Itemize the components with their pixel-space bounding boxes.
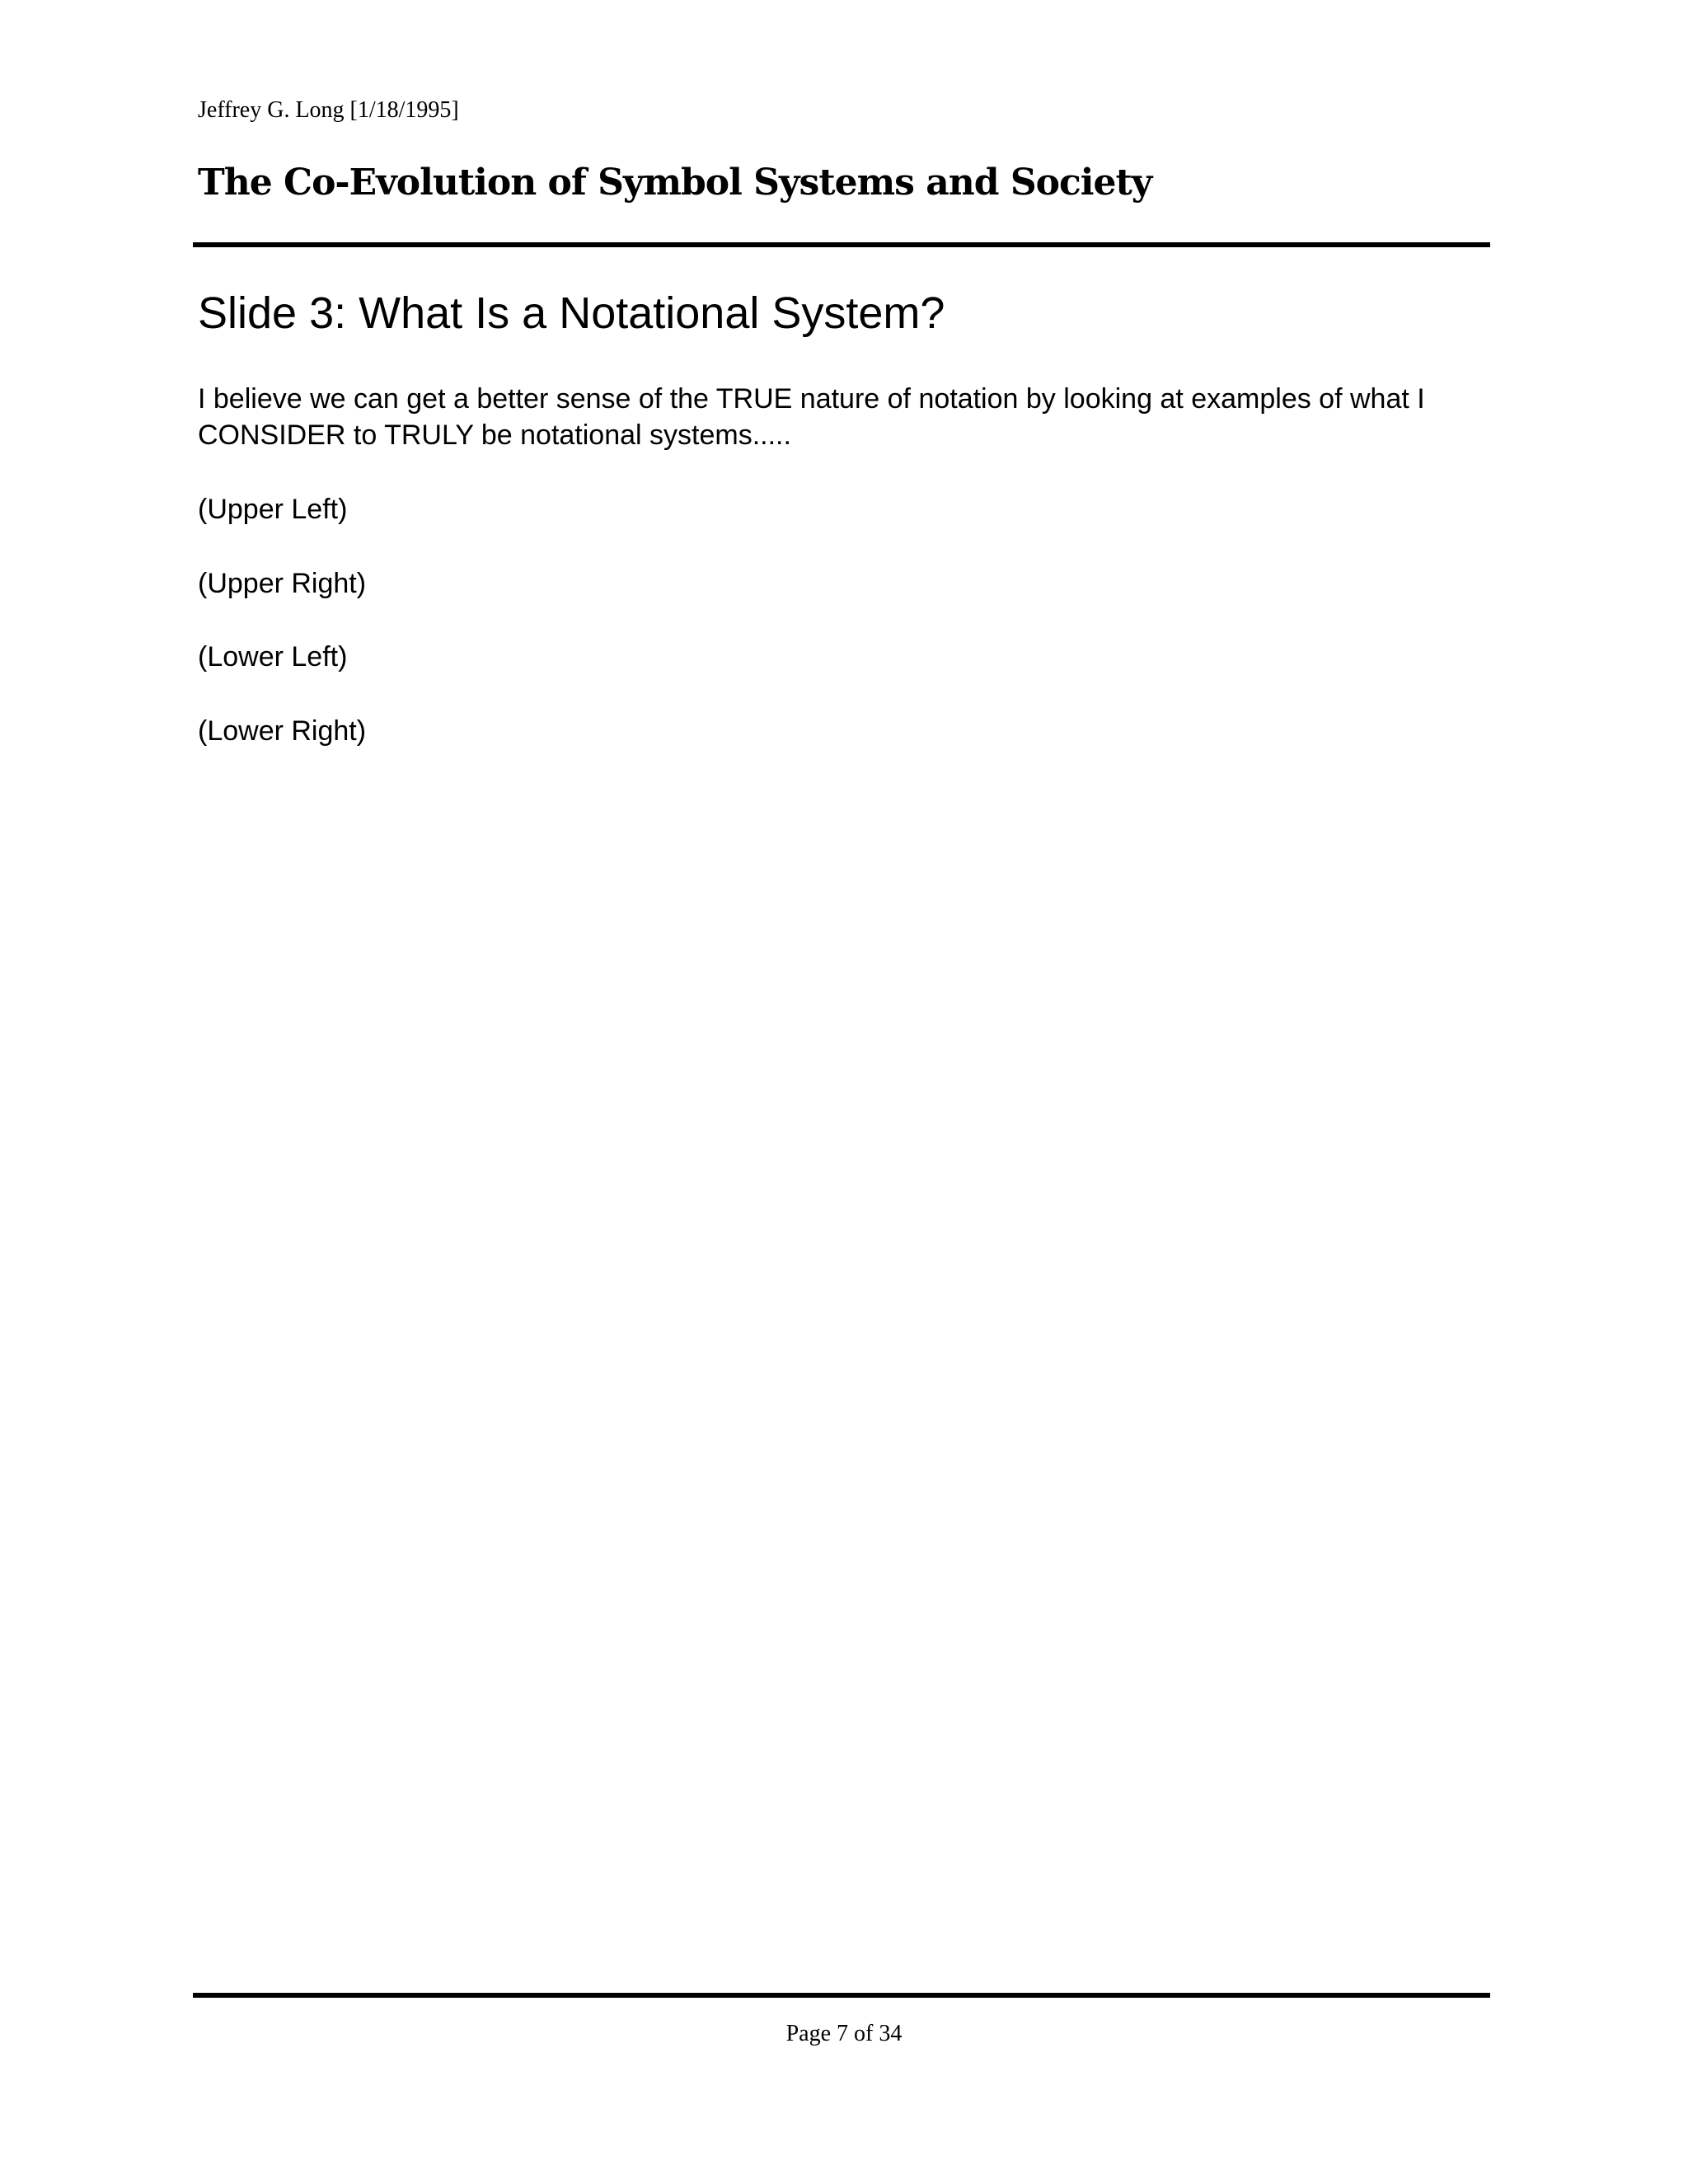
position-label-lower-left: (Lower Left) [198,641,348,673]
document-title: The Co-Evolution of Symbol Systems and Society [198,162,1152,204]
position-label-upper-right: (Upper Right) [198,568,367,599]
page-number: Page 7 of 34 [785,2021,903,2046]
author-date-line: Jeffrey G. Long [1/18/1995] [198,97,459,123]
footer-divider [193,1993,1490,1998]
intro-paragraph: I believe we can get a better sense of the TRUE nature of notation by looking at examples of what I CONSIDER to TRULY be notational systems..... [198,383,1425,451]
slide-heading: Slide 3: What Is a Notational System? [198,288,945,338]
header-divider [193,242,1490,247]
position-label-upper-left: (Upper Left) [198,494,348,525]
position-label-lower-right: (Lower Right) [198,715,367,747]
